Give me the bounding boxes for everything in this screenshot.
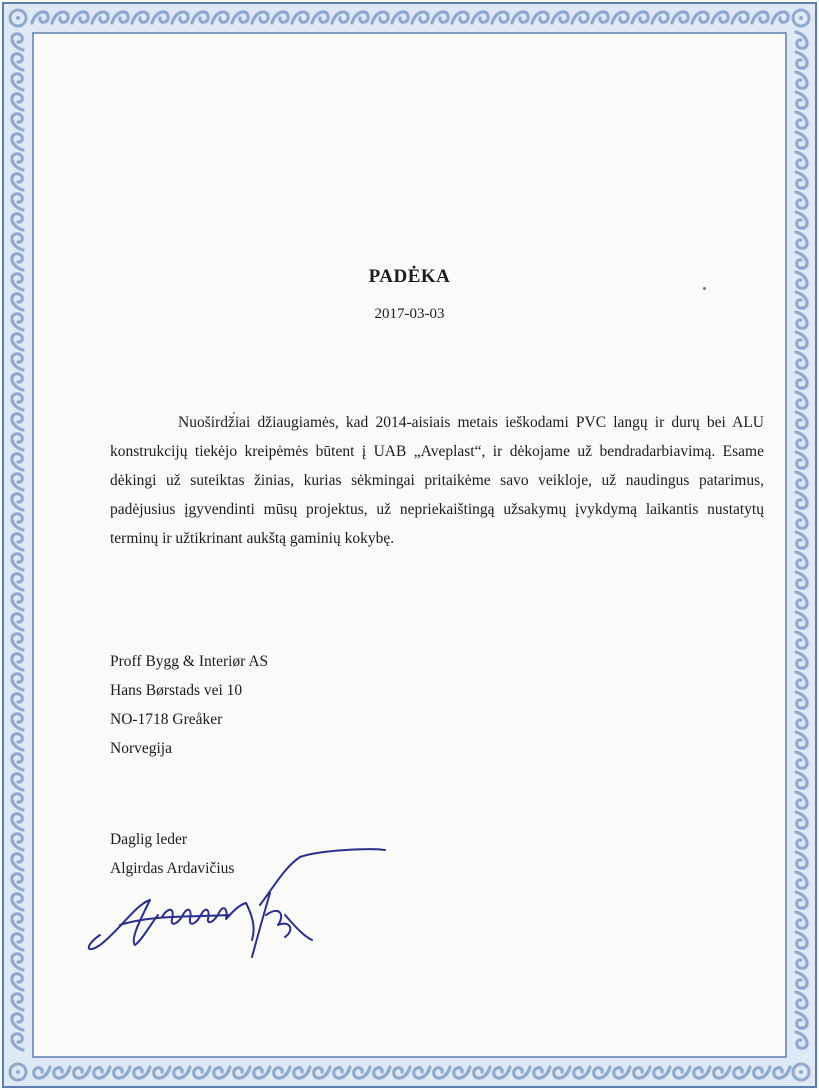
speck xyxy=(703,287,706,290)
speck xyxy=(233,412,235,414)
signatory-position: Daglig leder xyxy=(110,831,188,848)
signatory-name: Algirdas Ardavičius xyxy=(110,860,235,877)
postal-city: NO-1718 Greåker xyxy=(110,711,223,728)
document-title: PADĖKA xyxy=(368,266,451,287)
letter-body: Nuoširdžiai džiaugiamės, kad 2014-aisiais metais ieškodami PVC langų ir durų bei ALU konstrukcijų tiekėjo kreipėmės būtent į UAB „Aveplast“, ir dėkojame už bendradarbiavimą. Esame dėkingi už suteiktas žinias, kurias sėkmingai pritaikėme savo veikloje, už naudingus patarimus, padėjusius įgyvendinti mūsų projektus, už nepriekaištingą užsakymų įvykdymą laikantis nustatytų terminų ir užtikrinant aukštą gaminių kokybę. xyxy=(110,414,764,547)
country: Norvegija xyxy=(110,740,172,757)
sender-address xyxy=(110,647,268,763)
handwritten-signature xyxy=(80,845,400,975)
company-name: Proff Bygg & Interiør AS xyxy=(110,653,269,670)
document-date: 2017-03-03 xyxy=(374,306,445,322)
street-address: Hans Børstads vei 10 xyxy=(110,682,243,699)
